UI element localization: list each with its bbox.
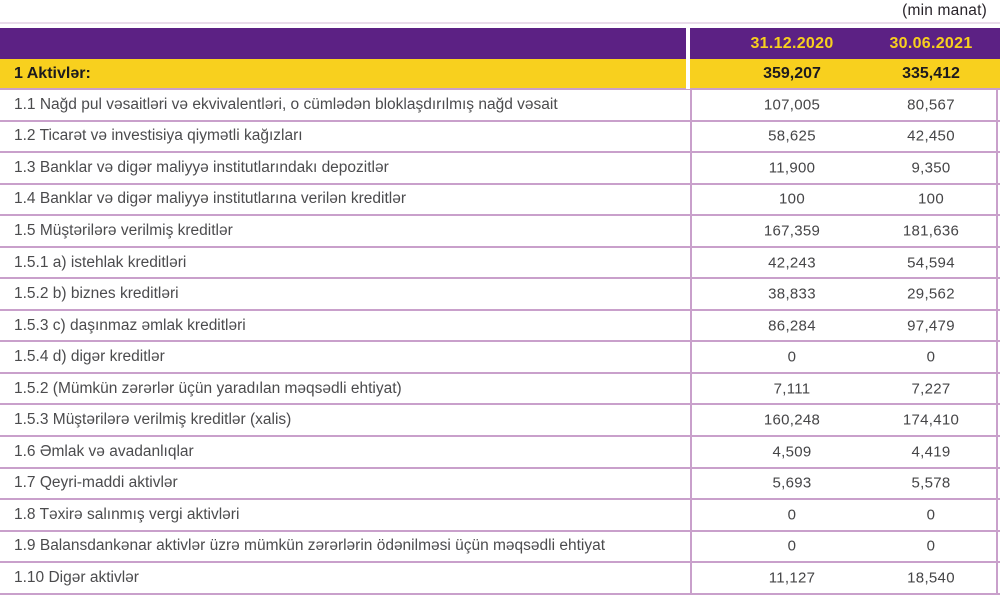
- unit-note: (min manat): [902, 2, 987, 19]
- row-label: 1.5.2 (Mümkün zərərlər üçün yaradılan məqsədli ehtiyat): [14, 379, 402, 397]
- row-value-2021: 9,350: [911, 159, 951, 177]
- row-value-2020: 160,248: [763, 411, 821, 429]
- table-row: [0, 469, 1000, 501]
- row-value-2021: 80,567: [907, 96, 955, 114]
- table-header-row: [0, 28, 1000, 59]
- table-row: [0, 279, 1000, 311]
- row-label: 1.6 Əmlak və avadanlıqlar: [14, 442, 194, 460]
- row-value-2020: 4,509: [772, 443, 812, 461]
- row-value-2020: 0: [787, 348, 797, 366]
- row-label: 1.3 Banklar və digər maliyyə institutlarındakı depozitlər: [14, 158, 389, 176]
- row-value-2020: 38,833: [768, 285, 816, 303]
- row-label: 1.2 Ticarət və investisiya qiymətli kağızları: [14, 127, 303, 145]
- table-row: [0, 374, 1000, 406]
- table-row: [0, 90, 1000, 122]
- row-value-2021: 181,636: [902, 222, 960, 240]
- row-value-2020: 7,111: [773, 380, 811, 398]
- row-value-2021: 54,594: [907, 254, 955, 271]
- row-value-2020: 11,127: [768, 569, 816, 587]
- row-value-2021: 0: [926, 537, 936, 555]
- row-value-2021: 29,562: [907, 285, 955, 303]
- column-header-2020: 31.12.2020: [750, 34, 834, 52]
- row-value-2021: 0: [926, 348, 936, 366]
- table-body: [0, 90, 1000, 595]
- total-assets-value-2021: 335,412: [902, 64, 960, 82]
- table-row: [0, 532, 1000, 564]
- row-value-2020: 42,243: [768, 254, 816, 271]
- row-label: 1.5.2 b) biznes kreditləri: [14, 285, 179, 303]
- row-value-2021: 100: [918, 190, 944, 208]
- row-label: 1.7 Qeyri-maddi aktivlər: [14, 474, 178, 492]
- total-assets-label: 1 Aktivlər:: [14, 64, 91, 82]
- row-value-2021: 7,227: [911, 380, 951, 398]
- table-row: [0, 216, 1000, 248]
- row-value-2020: 86,284: [768, 317, 816, 335]
- table-row: [0, 342, 1000, 374]
- row-label: 1.8 Təxirə salınmış vergi aktivləri: [14, 505, 240, 523]
- column-header-2021: 30.06.2021: [889, 34, 973, 52]
- table-row: [0, 405, 1000, 437]
- row-value-2020: 100: [779, 190, 805, 208]
- table-top-rule: [0, 22, 1000, 24]
- table-row: [0, 311, 1000, 343]
- row-value-2020: 0: [787, 506, 797, 524]
- row-value-2021: 5,578: [911, 474, 951, 492]
- table-row: [0, 153, 1000, 185]
- row-value-2020: 107,005: [763, 96, 821, 114]
- table-row: [0, 122, 1000, 154]
- table-row: [0, 563, 1000, 595]
- row-label: 1.5 Müştərilərə verilmiş kreditlər: [14, 221, 233, 239]
- row-value-2021: 97,479: [907, 317, 955, 335]
- row-value-2021: 0: [926, 506, 936, 524]
- row-label: 1.1 Nağd pul vəsaitləri və ekvivalentləri, o cümlədən bloklaşdırılmış nağd vəsait: [14, 95, 558, 113]
- row-label: 1.10 Digər aktivlər: [14, 568, 139, 586]
- row-label: 1.5.3 Müştərilərə verilmiş kreditlər (xalis): [14, 411, 292, 429]
- row-label: 1.4 Banklar və digər maliyyə institutlarına verilən kreditlər: [14, 190, 406, 208]
- table-row: [0, 248, 1000, 280]
- table-row: [0, 185, 1000, 217]
- header-column-gap: [686, 28, 690, 89]
- table-row: [0, 437, 1000, 469]
- row-label: 1.5.4 d) digər kreditlər: [14, 348, 165, 366]
- row-value-2020: 11,900: [768, 159, 816, 177]
- column-divider-line: [690, 90, 692, 593]
- row-label: 1.5.3 c) daşınmaz əmlak kreditləri: [14, 316, 246, 334]
- row-value-2020: 5,693: [772, 474, 812, 492]
- row-value-2021: 18,540: [907, 569, 955, 587]
- row-label: 1.9 Balansdankənar aktivlər üzrə mümkün zərərlərin ödənilməsi üçün məqsədli ehtiyat: [14, 537, 606, 555]
- row-value-2021: 4,419: [911, 443, 951, 461]
- total-assets-row: [0, 59, 1000, 90]
- row-value-2020: 58,625: [768, 127, 816, 145]
- row-label: 1.5.1 a) istehlak kreditləri: [14, 253, 187, 271]
- table-row: [0, 500, 1000, 532]
- table-right-border-line: [996, 90, 998, 593]
- total-assets-value-2020: 359,207: [763, 64, 821, 82]
- row-value-2020: 167,359: [763, 222, 821, 240]
- row-value-2021: 174,410: [902, 411, 960, 429]
- row-value-2021: 42,450: [907, 127, 955, 145]
- row-value-2020: 0: [787, 537, 797, 555]
